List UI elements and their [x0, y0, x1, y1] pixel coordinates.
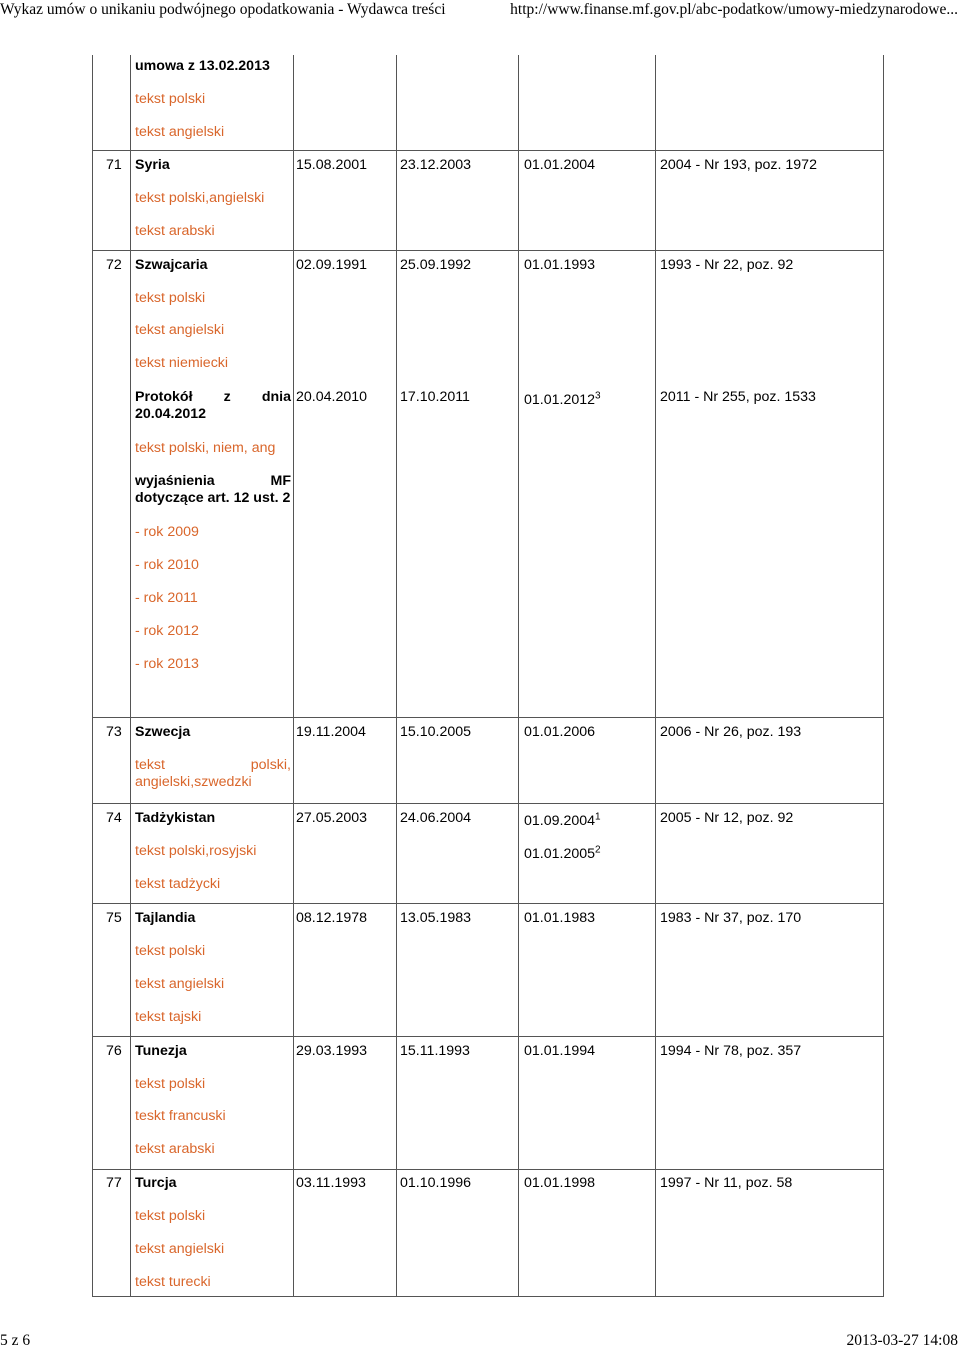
effective-date: 01.01.1993 [524, 257, 596, 273]
row-number: 74 [106, 810, 122, 826]
effective-date: 01.01.2006 [524, 724, 596, 740]
ratified-date: 15.11.1993 [400, 1043, 470, 1059]
table-column-divider [518, 55, 519, 1297]
country-name: Tajlandia [135, 910, 196, 926]
journal-reference: 2005 - Nr 12, poz. 92 [660, 810, 794, 826]
table-row-divider [92, 1296, 884, 1297]
signed-date: 15.08.2001 [296, 157, 368, 173]
effective-date: 01.09.2004$^1$ [524, 811, 601, 829]
signed-date: 29.03.1993 [296, 1043, 368, 1059]
signed-date: 19.11.2004 [296, 724, 366, 740]
effective-date: 01.01.1998 [524, 1175, 596, 1191]
journal-reference: 1983 - Nr 37, poz. 170 [660, 910, 802, 926]
ratified-date: 15.10.2005 [400, 724, 472, 740]
link-text-polish[interactable]: tekst polski [135, 943, 206, 959]
table-column-divider [92, 55, 93, 1297]
journal-reference: 2006 - Nr 26, poz. 193 [660, 724, 802, 740]
signed-date: 08.12.1978 [296, 910, 368, 926]
link-text-thai[interactable]: tekst tajski [135, 1009, 202, 1025]
table-row-divider [92, 717, 884, 718]
effective-date: 01.01.1983 [524, 910, 596, 926]
table-column-divider [396, 55, 397, 1297]
agreement-title: umowa z 13.02.2013 [135, 58, 270, 74]
row-number: 72 [106, 257, 122, 273]
link-text-polish[interactable]: tekst polski [135, 91, 206, 107]
journal-reference: 1994 - Nr 78, poz. 357 [660, 1043, 802, 1059]
protocol-ratified-date: 17.10.2011 [400, 389, 470, 405]
ratified-date: 25.09.1992 [400, 257, 472, 273]
link-text-polish-english[interactable]: tekst polski,angielski [135, 190, 265, 206]
link-text-polish[interactable]: tekst polski [135, 1208, 206, 1224]
ratified-date: 01.10.1996 [400, 1175, 472, 1191]
explanations-title: wyjaśnienia MF [135, 473, 291, 489]
row-number: 71 [106, 157, 122, 173]
explanations-subtitle: dotyczące art. 12 ust. 2 [135, 490, 291, 506]
link-year-2009[interactable]: - rok 2009 [135, 524, 199, 540]
journal-reference: 1993 - Nr 22, poz. 92 [660, 257, 794, 273]
table-row-divider [92, 150, 884, 151]
link-text-polish[interactable]: tekst polski [135, 290, 206, 306]
link-text-german[interactable]: tekst niemiecki [135, 355, 229, 371]
country-name: Szwajcaria [135, 257, 208, 273]
footnote-marker: 1 [595, 811, 601, 823]
page-number: 5 z 6 [0, 1332, 31, 1349]
ratified-date: 23.12.2003 [400, 157, 472, 173]
table-row-divider [92, 250, 884, 251]
link-text-english[interactable]: tekst angielski [135, 1241, 225, 1257]
footnote-marker: 3 [595, 390, 601, 402]
country-name: Tunezja [135, 1043, 187, 1059]
link-text-english[interactable]: tekst angielski [135, 976, 225, 992]
link-year-2011[interactable]: - rok 2011 [135, 590, 198, 606]
table-column-divider [130, 55, 131, 1297]
protocol-title: Protokół z dnia [135, 389, 291, 405]
document-url: http://www.finanse.mf.gov.pl/abc-podatkow/umowy-miedzynarodowe... [510, 1, 958, 18]
row-number: 75 [106, 910, 122, 926]
country-name: Syria [135, 157, 170, 173]
protocol-signed-date: 20.04.2010 [296, 389, 368, 405]
link-text-turkish[interactable]: tekst turecki [135, 1274, 211, 1290]
signed-date: 27.05.2003 [296, 810, 368, 826]
protocol-journal-reference: 2011 - Nr 255, poz. 1533 [660, 389, 816, 405]
link-text-polish-english-swedish[interactable]: tekst polski, [135, 757, 291, 773]
page-header [0, 0, 960, 24]
link-text-english[interactable]: tekst angielski [135, 322, 225, 338]
ratified-date: 13.05.1983 [400, 910, 472, 926]
link-text-english[interactable]: tekst angielski [135, 124, 225, 140]
table-row-divider [92, 903, 884, 904]
protocol-effective-date: 01.01.2012$^3$ [524, 390, 601, 408]
table-column-divider [655, 55, 656, 1297]
link-text-polish-russian[interactable]: tekst polski,rosyjski [135, 843, 257, 859]
table-row-divider [92, 1036, 884, 1037]
journal-reference: 1997 - Nr 11, poz. 58 [660, 1175, 793, 1191]
row-number: 73 [106, 724, 122, 740]
link-text-arabic[interactable]: tekst arabski [135, 1141, 215, 1157]
link-text-french[interactable]: teskt francuski [135, 1108, 226, 1124]
effective-date: 01.01.1994 [524, 1043, 596, 1059]
effective-date-second: 01.01.2005$^2$ [524, 844, 601, 862]
ratified-date: 24.06.2004 [400, 810, 472, 826]
table-column-divider [293, 55, 294, 1297]
effective-date: 01.01.2004 [524, 157, 596, 173]
country-name: Szwecja [135, 724, 191, 740]
footnote-marker: 2 [595, 844, 601, 856]
table-column-divider [883, 55, 884, 1297]
signed-date: 02.09.1991 [296, 257, 368, 273]
link-text-polish-english-swedish-cont[interactable]: angielski,szwedzki [135, 774, 252, 790]
country-name: Tadżykistan [135, 810, 216, 826]
link-text-polish[interactable]: tekst polski [135, 1076, 206, 1092]
print-timestamp: 2013-03-27 14:08 [846, 1332, 958, 1349]
link-year-2013[interactable]: - rok 2013 [135, 656, 199, 672]
table-row-divider [92, 803, 884, 804]
row-number: 77 [106, 1175, 122, 1191]
table-row-divider [92, 1169, 884, 1170]
journal-reference: 2004 - Nr 193, poz. 1972 [660, 157, 817, 173]
row-number: 76 [106, 1043, 122, 1059]
link-text-tajik[interactable]: tekst tadżycki [135, 876, 221, 892]
link-text-arabic[interactable]: tekst arabski [135, 223, 215, 239]
link-year-2010[interactable]: - rok 2010 [135, 557, 199, 573]
signed-date: 03.11.1993 [296, 1175, 366, 1191]
protocol-date: 20.04.2012 [135, 406, 207, 422]
link-year-2012[interactable]: - rok 2012 [135, 623, 199, 639]
link-protocol-text[interactable]: tekst polski, niem, ang [135, 440, 276, 456]
document-title: Wykaz umów o unikaniu podwójnego opodatkowania - Wydawca treści [0, 1, 446, 18]
country-name: Turcja [135, 1175, 177, 1191]
